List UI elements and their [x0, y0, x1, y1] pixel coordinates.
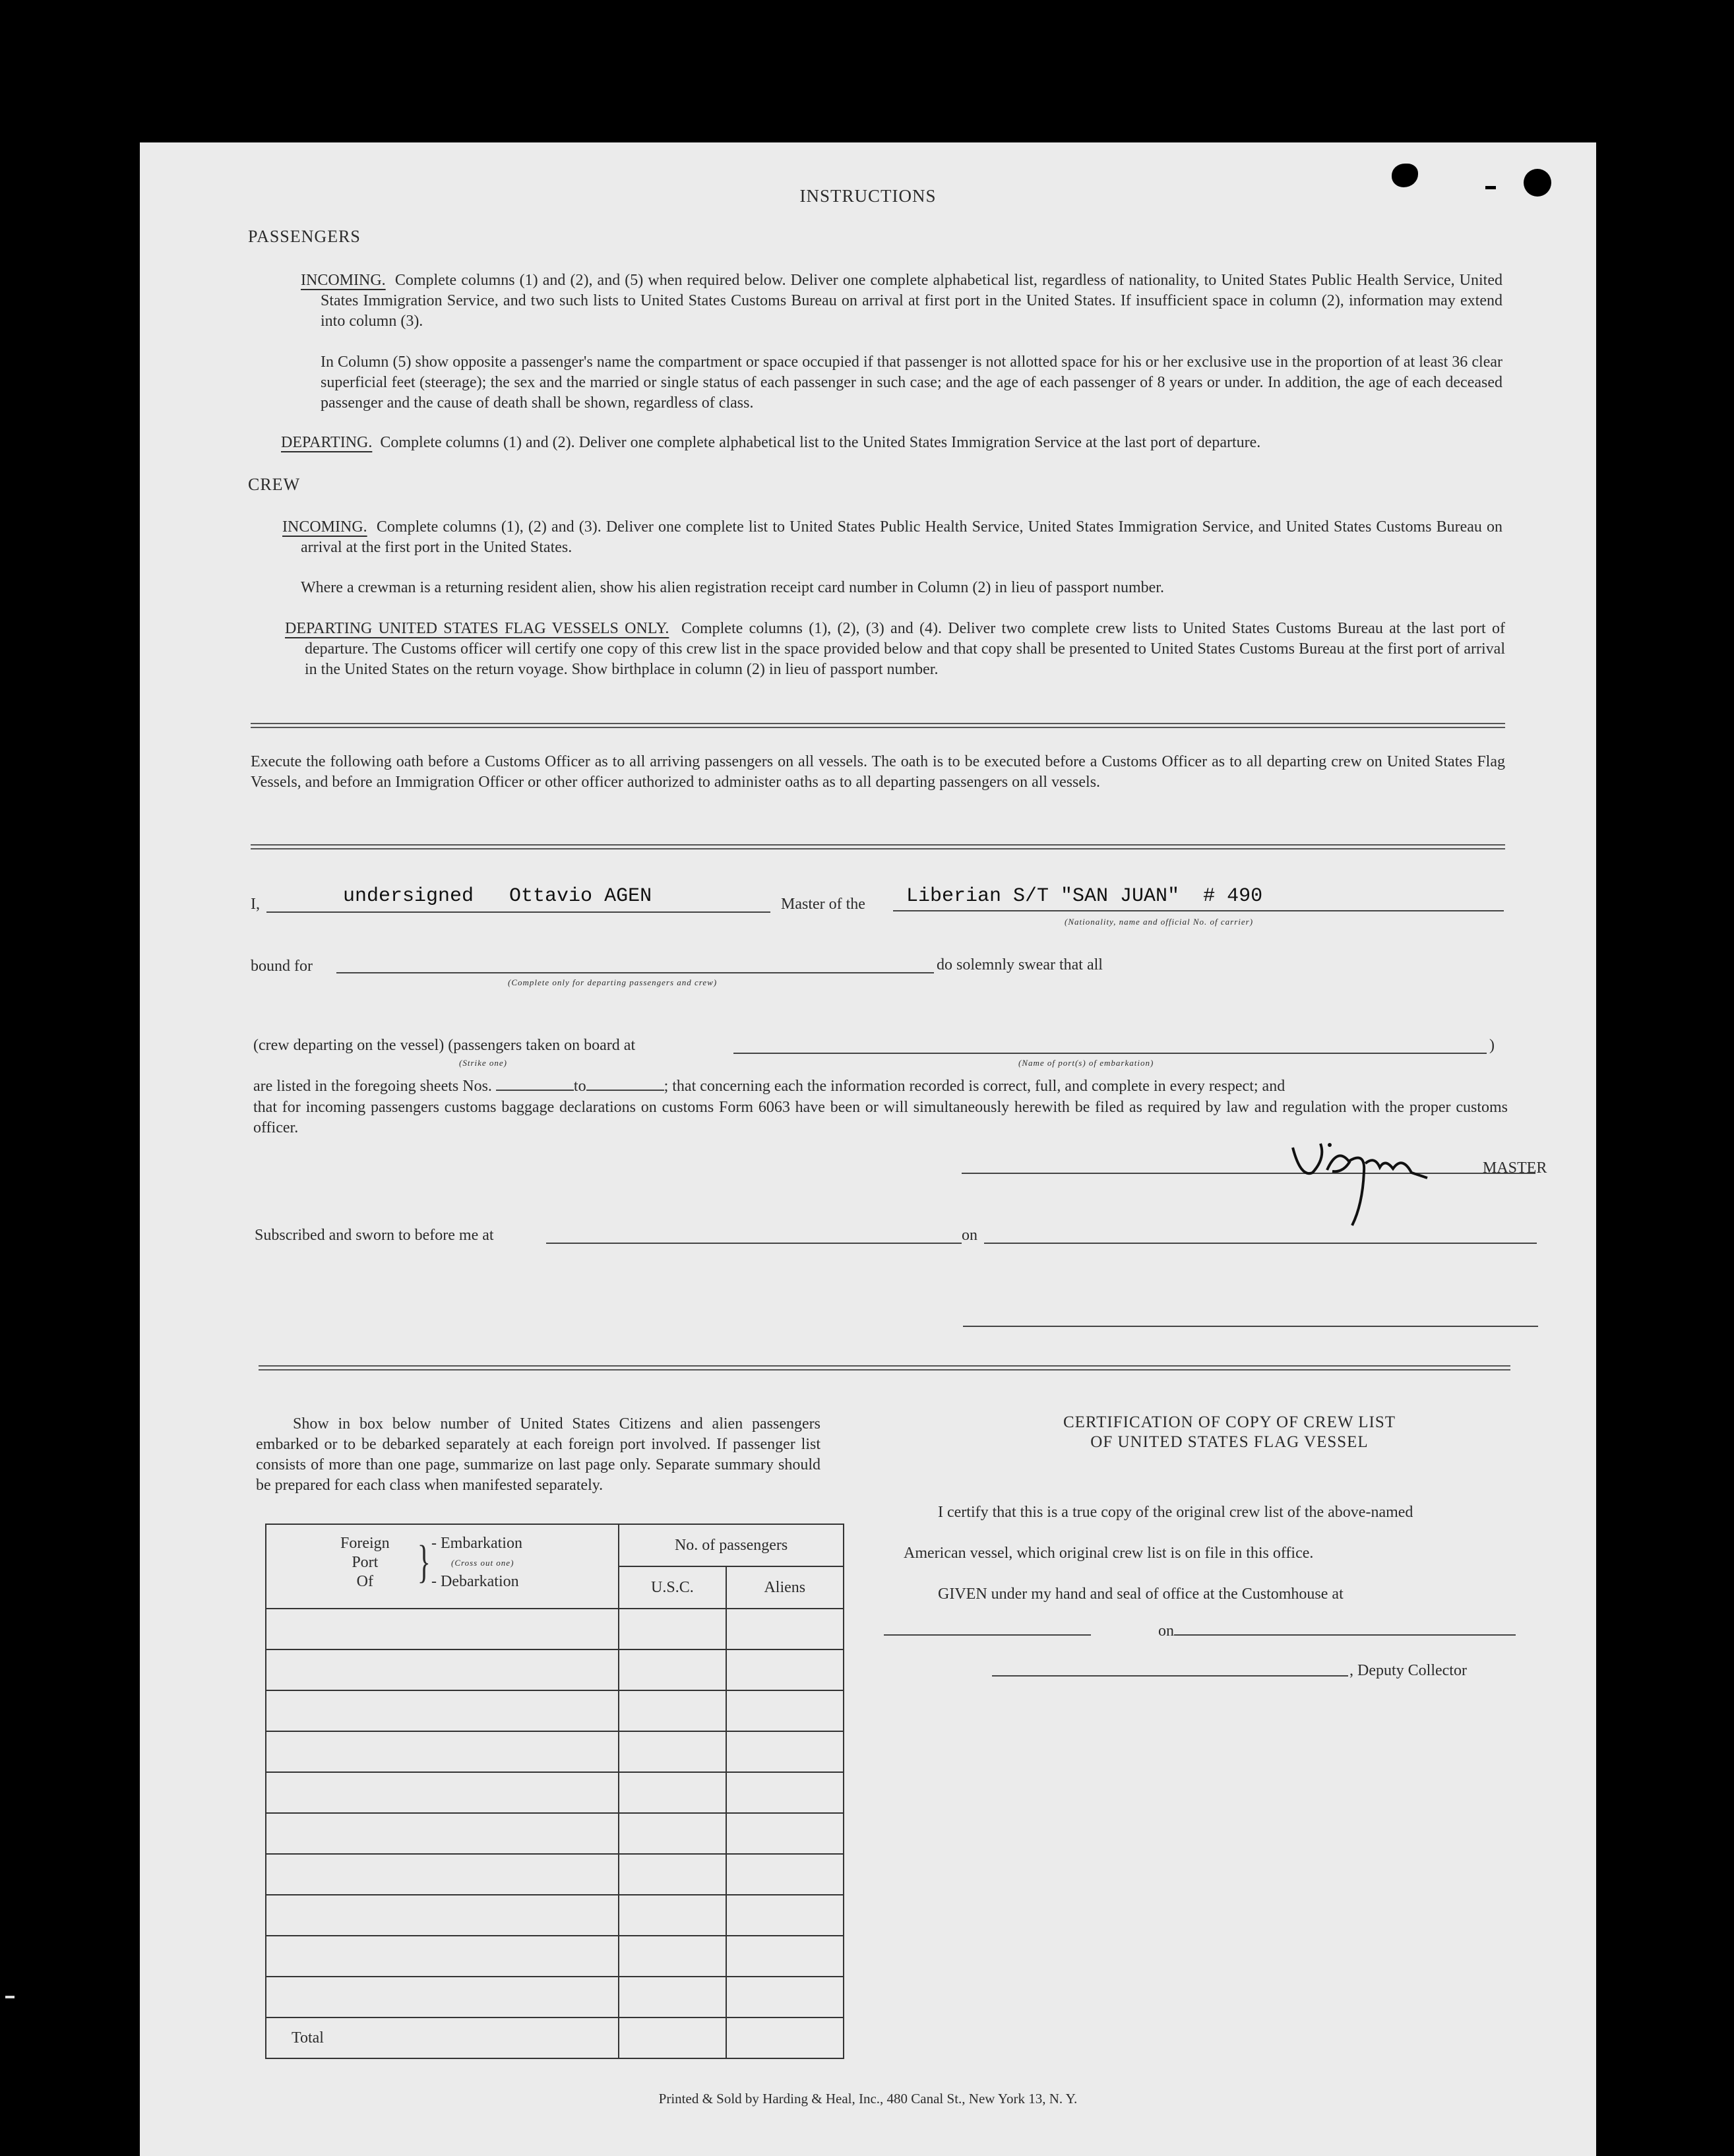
bound-for-caption: (Complete only for departing passengers and crew) [508, 977, 718, 987]
master-label: MASTER [1483, 1159, 1547, 1177]
table-row[interactable] [266, 1690, 844, 1731]
table-header-row [266, 1524, 844, 1566]
aliens-column-header: Aliens [726, 1566, 844, 1609]
table-row[interactable] [266, 1813, 844, 1854]
master-signature [1286, 1132, 1438, 1231]
passengers-column5-paragraph: In Column (5) show opposite a passenger's name the compartment or space occupied if that passenger is not allotted space for his or her exclusive use in the proportion of at least 36 clear superficial feet (steerage); the sex and the married or single status of each passenger in such case; and the age of each passenger of 8 years or under. In addition, the age of each deceased passenger and the cause of death shall be shown, regardless of class. [321, 354, 1502, 412]
form-page [140, 142, 1596, 2156]
passengers-incoming-text: Complete columns (1) and (2), and (5) when required below. Deliver one complete alphabetical list, regardless of nationality, to United States Public Health Service, United States Immigration Service, and two such lists to United States Customs Bureau on arrival at first port in the United States. If insufficient space in column (2), information may extend into column (3). [321, 272, 1503, 330]
table-row[interactable] [266, 1609, 844, 1649]
crew-incoming-label: INCOMING. [282, 518, 367, 536]
swear-text: do solemnly swear that all [937, 956, 1103, 973]
sworn-place-field-line[interactable] [546, 1243, 962, 1244]
section-divider [259, 1365, 1510, 1371]
certification-title-line2: OF UNITED STATES FLAG VESSEL [1090, 1433, 1369, 1451]
close-paren: ) [1489, 1037, 1495, 1054]
to-label: to [573, 1078, 586, 1095]
passengers-heading: PASSENGERS [248, 227, 361, 246]
officer-signature-line[interactable] [963, 1326, 1538, 1327]
foreign-label: Foreign [340, 1535, 390, 1552]
deputy-collector-signature-line[interactable] [992, 1675, 1348, 1677]
certify-line1: I certify that this is a true copy of the original crew list of the above-named [938, 1504, 1413, 1521]
certify-line2: American vessel, which original crew list is on file in this office. [904, 1545, 1314, 1562]
crew-passengers-choice: (crew departing on the vessel) (passengers taken on board at [253, 1037, 636, 1054]
embarkation-option[interactable]: - Embarkation [431, 1535, 522, 1552]
table-row[interactable] [266, 1977, 844, 2017]
sheet-from-field-line[interactable] [496, 1076, 574, 1091]
of-label: Of [356, 1573, 373, 1590]
passengers-departing-text: Complete columns (1) and (2). Deliver one complete alphabetical list to the United States Immigration Service at the last port of departure. [380, 434, 1261, 451]
bound-for-field-line[interactable] [336, 972, 934, 973]
certification-title-line1: CERTIFICATION OF COPY OF CREW LIST [1063, 1413, 1396, 1431]
passengers-column-header: No. of passengers [619, 1524, 844, 1566]
crew-alien-paragraph: Where a crewman is a returning resident alien, show his alien registration receipt card number in Column (2) in lieu of passport number. [301, 579, 1164, 596]
table-row[interactable] [266, 1936, 844, 1977]
sworn-on-label: on [962, 1227, 977, 1244]
master-name-field-line[interactable] [266, 911, 770, 913]
total-row [266, 2017, 844, 2058]
margin-mark [5, 1996, 15, 1998]
total-usc-cell[interactable] [619, 2017, 726, 2058]
sworn-date-field-line[interactable] [984, 1243, 1537, 1244]
summary-instructions: Show in box below number of United States Citizens and alien passengers embarked or to be debarked separately at each foreign port involved. If passenger list consists of more than one page, summarize on last page only. Separate summary should be prepared for each class when manifested separately. [256, 1415, 821, 1494]
incoming-baggage-text: that for incoming passengers customs baggage declarations on customs Form 6063 have been or will simultaneously herewith be filed as required by law and regulation with the proper customs officer. [253, 1099, 1508, 1136]
printer-footer: Printed & Sold by Harding & Heal, Inc., 480 Canal St., New York 13, N. Y. [658, 2091, 1078, 2107]
crew-departing-label: DEPARTING UNITED STATES FLAG VESSELS ONLY. [285, 620, 669, 637]
master-of-label: Master of the [781, 896, 865, 913]
passengers-incoming-paragraph [301, 270, 1502, 332]
table-row[interactable] [266, 1854, 844, 1895]
certification-date-field-line[interactable] [1174, 1634, 1516, 1636]
page-title: INSTRUCTIONS [799, 186, 937, 206]
certification-on-label: on [1158, 1622, 1174, 1640]
bound-for-label: bound for [251, 958, 313, 975]
crew-departing-text: Complete columns (1), (2), (3) and (4). Deliver two complete crew lists to United States Customs Bureau at the last port of departure. The Customs officer will certify one copy of this crew list in the space provided below and that copy shall be presented to United States Customs Bureau at the first port of arrival in the United States on the return voyage. Show birthplace in column (2) in lieu of passport number. [305, 620, 1505, 678]
total-label: Total [266, 2017, 619, 2058]
debarkation-option[interactable]: - Debarkation [431, 1573, 519, 1590]
crew-incoming-paragraph [282, 517, 1502, 558]
total-aliens-cell[interactable] [726, 2017, 844, 2058]
vessel-value: Liberian S/T "SAN JUAN" # 490 [906, 885, 1263, 908]
table-row[interactable] [266, 1731, 844, 1772]
strike-caption: (Strike one) [459, 1058, 508, 1068]
given-text: GIVEN under my hand and seal of office at the Customhouse at [938, 1586, 1344, 1603]
certification-title [900, 1413, 1559, 1452]
listed-post: ; that concerning each the information recorded is correct, full, and complete in every respect; and [664, 1078, 1285, 1095]
vessel-field-line[interactable] [893, 910, 1504, 911]
listed-sheets-text [253, 1076, 1506, 1097]
table-row[interactable] [266, 1895, 844, 1936]
vessel-caption: (Nationality, name and official No. of carrier) [1065, 917, 1254, 927]
oath-intro-paragraph: Execute the following oath before a Customs Officer as to all arriving passengers on all vessels. The oath is to be executed before a Customs Officer as to all departing crew on United States Flag Vessels, and before an Immigration Officer or other officer authorized to administer oaths as to all departing passengers on all vessels. [251, 753, 1505, 791]
cross-out-caption: (Cross out one) [451, 1558, 514, 1568]
port-caption: (Name of port(s) of embarkation) [1018, 1058, 1154, 1068]
crew-departing-paragraph [285, 619, 1505, 680]
usc-column-header: U.S.C. [619, 1566, 726, 1609]
embarkation-port-field-line[interactable] [733, 1053, 1487, 1054]
passengers-departing-paragraph [281, 433, 1502, 453]
port-column-header [266, 1524, 619, 1609]
customhouse-field-line[interactable] [884, 1634, 1091, 1636]
oath-i-label: I, [251, 896, 260, 913]
passengers-incoming-label: INCOMING. [301, 272, 386, 289]
sheet-to-field-line[interactable] [586, 1076, 664, 1091]
subscribed-label: Subscribed and sworn to before me at [255, 1227, 494, 1244]
port-label: Port [352, 1554, 379, 1571]
brace-icon: } [417, 1537, 431, 1587]
master-signature-line[interactable] [962, 1173, 1535, 1174]
ink-blot-mark [1392, 164, 1418, 187]
passenger-summary-table [265, 1524, 844, 2059]
crew-incoming-text: Complete columns (1), (2) and (3). Deliver one complete list to United States Public Health Service, United States Immigration Service, and United States Customs Bureau on arrival at the first port in the United States. [301, 518, 1502, 556]
table-row[interactable] [266, 1649, 844, 1690]
master-name-value: undersigned Ottavio AGEN [343, 885, 652, 908]
crew-heading: CREW [248, 475, 301, 494]
table-row[interactable] [266, 1772, 844, 1813]
section-divider [251, 844, 1505, 849]
passengers-departing-label: DEPARTING. [281, 434, 373, 451]
listed-pre: are listed in the foregoing sheets Nos. [253, 1078, 492, 1095]
section-divider [251, 723, 1505, 728]
deputy-collector-label: , Deputy Collector [1349, 1662, 1467, 1679]
